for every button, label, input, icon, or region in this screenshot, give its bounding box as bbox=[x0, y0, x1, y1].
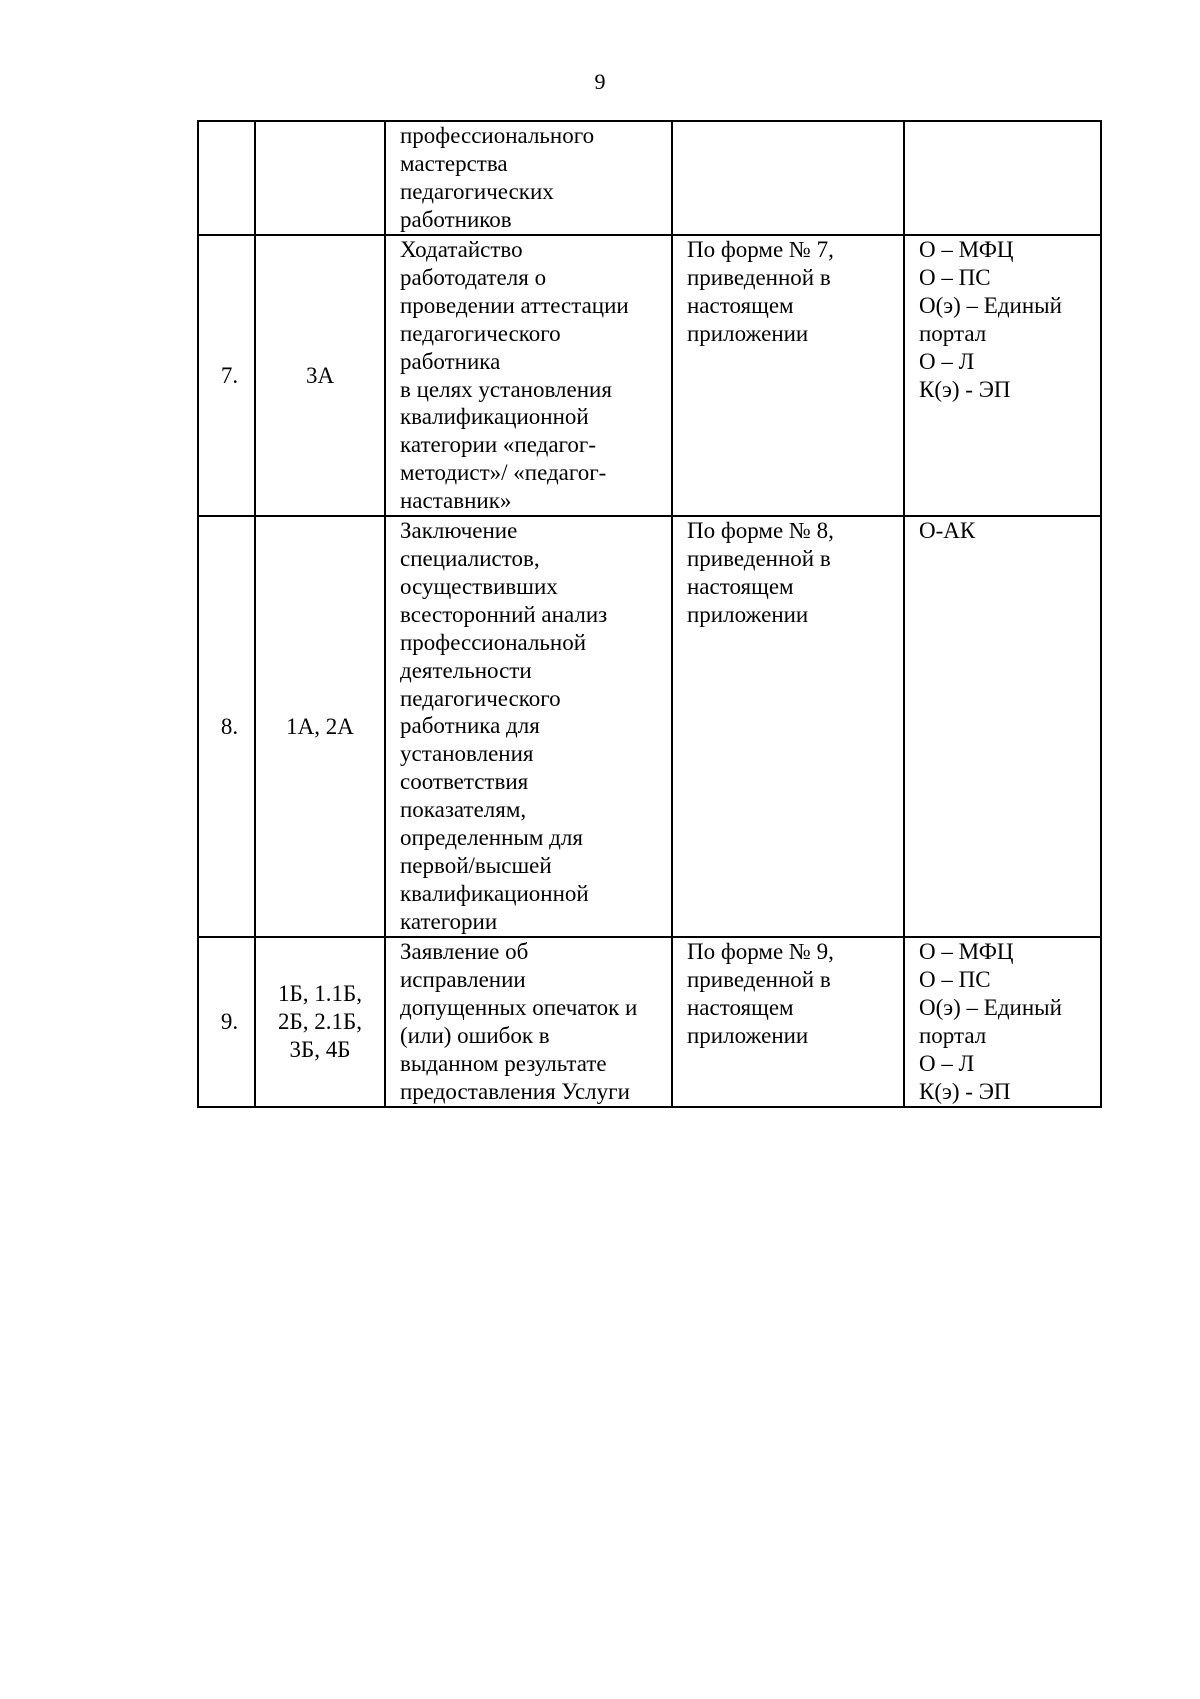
document-form-line: приложении bbox=[687, 601, 809, 627]
row-number: 8. bbox=[220, 713, 239, 739]
document-form-line: настоящем bbox=[687, 573, 794, 599]
row-number-cell bbox=[198, 516, 255, 937]
applicant-code-line: 3Б, 4Б bbox=[289, 1036, 351, 1062]
submission-method-line: портал bbox=[919, 1022, 987, 1048]
documents-table bbox=[197, 120, 1102, 1108]
document-form-cell bbox=[672, 121, 904, 235]
submission-method-line: К(э) - ЭП bbox=[919, 1078, 1011, 1104]
submission-method-line: О(э) – Единый bbox=[919, 994, 1062, 1020]
submission-method-line: О – МФЦ bbox=[919, 237, 1014, 262]
document-name-line: специалистов, bbox=[400, 545, 540, 571]
document-name-line: исправлении bbox=[400, 966, 526, 992]
document-form-line: По форме № 8, bbox=[687, 518, 834, 544]
row-number: 7. bbox=[220, 362, 239, 388]
document-name-cell bbox=[385, 516, 672, 937]
document-name-cell bbox=[385, 937, 672, 1106]
document-name-line: первой/высшей bbox=[400, 852, 552, 878]
submission-method-line: портал bbox=[919, 320, 987, 346]
submission-method-cell bbox=[904, 235, 1101, 516]
document-name-line: Ходатайство bbox=[400, 237, 523, 262]
document-name-line: профессионального bbox=[400, 123, 595, 148]
document-name-line: категории bbox=[400, 908, 498, 934]
document-form-line: По форме № 9, bbox=[687, 939, 834, 965]
table-row bbox=[198, 235, 1101, 516]
document-name-line: работодателя о bbox=[400, 264, 547, 290]
applicant-code-line: 3А bbox=[305, 362, 335, 388]
document-name-line: работника для bbox=[400, 713, 540, 739]
document-name-line: выданном результате bbox=[400, 1050, 607, 1076]
document-name-line: педагогического bbox=[400, 320, 561, 346]
document-name-line: категории «педагог- bbox=[400, 432, 597, 458]
table-body bbox=[198, 121, 1101, 1107]
table-row bbox=[198, 937, 1101, 1106]
document-form-cell bbox=[672, 937, 904, 1106]
document-name-line: квалификационной bbox=[400, 880, 589, 906]
document-name-line: установления bbox=[400, 741, 534, 767]
row-number-cell bbox=[198, 937, 255, 1106]
document-name-line: осуществивших bbox=[400, 573, 558, 599]
document-name-line: педагогических bbox=[400, 178, 554, 204]
submission-method-line: О – Л bbox=[919, 1050, 975, 1076]
document-name-line: работников bbox=[400, 206, 512, 232]
document-name-line: определенным для bbox=[400, 825, 583, 851]
document-form-line: приведенной в bbox=[687, 966, 831, 992]
applicant-code-line: 1А, 2А bbox=[286, 713, 354, 739]
submission-method-line: О(э) – Единый bbox=[919, 292, 1062, 318]
row-number-cell bbox=[198, 121, 255, 235]
document-name-line: Заключение bbox=[400, 518, 518, 544]
document-name-cell bbox=[385, 235, 672, 516]
document-name-line: соответствия bbox=[400, 769, 529, 795]
document-name-line: всесторонний анализ bbox=[400, 601, 608, 627]
submission-method-cell bbox=[904, 121, 1101, 235]
document-form-line: По форме № 7, bbox=[687, 237, 834, 262]
submission-method-line: О – ПС bbox=[919, 966, 991, 992]
document-name-line: допущенных опечаток и bbox=[400, 994, 638, 1020]
document-name-line: Заявление об bbox=[400, 939, 529, 965]
document-name-line: работника bbox=[400, 348, 501, 374]
row-number-cell bbox=[198, 235, 255, 516]
document-form-line: приложении bbox=[687, 1022, 809, 1048]
table-row bbox=[198, 121, 1101, 235]
document-name-line: профессиональной bbox=[400, 629, 587, 655]
document-form-line: приведенной в bbox=[687, 545, 831, 571]
document-name-cell bbox=[385, 121, 672, 235]
submission-method-line: О – МФЦ bbox=[919, 939, 1014, 965]
document-name-line: наставник» bbox=[400, 488, 512, 514]
row-number bbox=[224, 165, 230, 190]
submission-method-line: К(э) - ЭП bbox=[919, 376, 1011, 402]
submission-method-cell bbox=[904, 937, 1101, 1106]
submission-method-cell bbox=[904, 516, 1101, 937]
document-name-line: предоставления Услуги bbox=[400, 1078, 630, 1104]
document-form-line: настоящем bbox=[687, 292, 794, 318]
submission-method-line: О – Л bbox=[919, 348, 975, 374]
document-name-line: (или) ошибок в bbox=[400, 1022, 550, 1048]
document-name-line: в целях установления bbox=[400, 376, 612, 402]
document-form-line: приведенной в bbox=[687, 264, 831, 290]
submission-method-line: О – ПС bbox=[919, 264, 991, 290]
document-name-line: педагогического bbox=[400, 685, 561, 711]
document-name-line: мастерства bbox=[400, 150, 508, 176]
applicant-code-line: 1Б, 1.1Б, bbox=[278, 980, 362, 1006]
applicant-code-cell bbox=[255, 516, 385, 937]
document-name-line: квалификационной bbox=[400, 404, 589, 430]
applicant-code-cell bbox=[255, 121, 385, 235]
document-name-line: проведении аттестации bbox=[400, 292, 629, 318]
document-name-line: деятельности bbox=[400, 657, 532, 683]
document-form-line: настоящем bbox=[687, 994, 794, 1020]
document-form-cell bbox=[672, 516, 904, 937]
submission-method-line: О-АК bbox=[919, 518, 976, 544]
applicant-code-cell bbox=[255, 235, 385, 516]
page-number: 9 bbox=[594, 69, 606, 94]
document-name-line: показателям, bbox=[400, 797, 527, 823]
document-form-cell bbox=[672, 235, 904, 516]
applicant-code-cell bbox=[255, 937, 385, 1106]
document-form-line: приложении bbox=[687, 320, 809, 346]
applicant-code-line: 2Б, 2.1Б, bbox=[278, 1008, 362, 1034]
document-name-line: методист»/ «педагог- bbox=[400, 460, 607, 486]
table-row bbox=[198, 516, 1101, 937]
row-number: 9. bbox=[220, 1008, 239, 1034]
